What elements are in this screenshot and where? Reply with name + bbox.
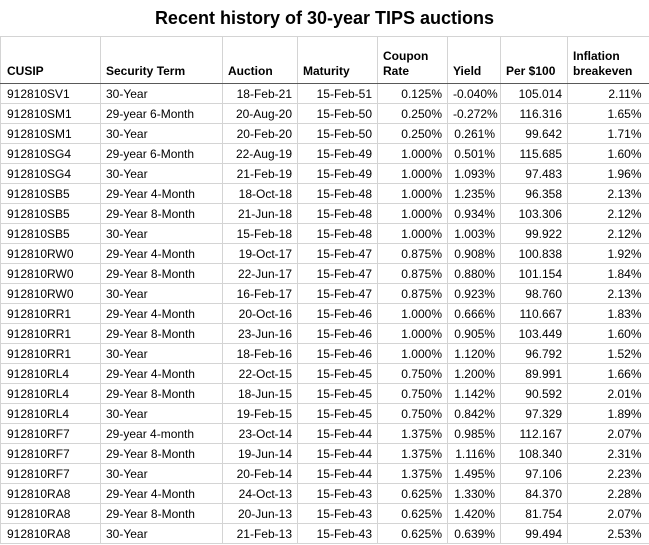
cell-auction: 21-Feb-19 (223, 164, 298, 184)
cell-auction: 20-Jun-13 (223, 504, 298, 524)
cell-maturity: 15-Feb-45 (298, 404, 378, 424)
cell-inflation-breakeven: 2.11% (568, 84, 649, 104)
cell-security-term: 29-Year 4-Month (101, 484, 223, 504)
cell-per-100: 110.667 (501, 304, 568, 324)
cell-yield: 0.880% (448, 264, 501, 284)
cell-inflation-breakeven: 2.28% (568, 484, 649, 504)
cell-security-term: 29-year 4-month (101, 424, 223, 444)
cell-yield: 0.639% (448, 524, 501, 544)
cell-security-term: 30-Year (101, 464, 223, 484)
column-header-cusip: CUSIP (1, 37, 101, 84)
cell-security-term: 29-Year 8-Month (101, 384, 223, 404)
cell-maturity: 15-Feb-46 (298, 304, 378, 324)
cell-security-term: 29-Year 4-Month (101, 364, 223, 384)
cell-inflation-breakeven: 2.13% (568, 184, 649, 204)
cell-auction: 20-Feb-20 (223, 124, 298, 144)
table-row (1, 204, 649, 224)
cell-maturity: 15-Feb-45 (298, 384, 378, 404)
cell-yield: 1.330% (448, 484, 501, 504)
cell-maturity: 15-Feb-48 (298, 184, 378, 204)
cell-auction: 21-Feb-13 (223, 524, 298, 544)
cell-cusip: 912810SG4 (1, 164, 101, 184)
cell-yield: 1.235% (448, 184, 501, 204)
cell-yield: 0.908% (448, 244, 501, 264)
column-header-auction: Auction (223, 37, 298, 84)
cell-per-100: 90.592 (501, 384, 568, 404)
cell-coupon-rate: 0.625% (378, 524, 448, 544)
cell-maturity: 15-Feb-46 (298, 324, 378, 344)
cell-yield: 0.905% (448, 324, 501, 344)
cell-inflation-breakeven: 1.66% (568, 364, 649, 384)
cell-coupon-rate: 0.750% (378, 364, 448, 384)
cell-security-term: 30-Year (101, 164, 223, 184)
table-row (1, 364, 649, 384)
cell-cusip: 912810RW0 (1, 284, 101, 304)
cell-inflation-breakeven: 1.83% (568, 304, 649, 324)
cell-yield: 1.200% (448, 364, 501, 384)
cell-cusip: 912810SV1 (1, 84, 101, 104)
cell-coupon-rate: 0.250% (378, 124, 448, 144)
table-row (1, 84, 649, 104)
cell-security-term: 29-Year 4-Month (101, 184, 223, 204)
cell-cusip: 912810RW0 (1, 244, 101, 264)
cell-cusip: 912810RL4 (1, 364, 101, 384)
cell-inflation-breakeven: 1.60% (568, 324, 649, 344)
cell-auction: 19-Oct-17 (223, 244, 298, 264)
cell-per-100: 103.449 (501, 324, 568, 344)
cell-auction: 22-Jun-17 (223, 264, 298, 284)
cell-auction: 18-Oct-18 (223, 184, 298, 204)
table-row (1, 324, 649, 344)
cell-cusip: 912810RF7 (1, 464, 101, 484)
tips-auctions-table (0, 36, 649, 544)
cell-cusip: 912810RF7 (1, 424, 101, 444)
cell-auction: 23-Oct-14 (223, 424, 298, 444)
cell-coupon-rate: 1.375% (378, 444, 448, 464)
cell-coupon-rate: 1.000% (378, 324, 448, 344)
cell-cusip: 912810RR1 (1, 344, 101, 364)
cell-yield: -0.272% (448, 104, 501, 124)
column-header-maturity: Maturity (298, 37, 378, 84)
cell-yield: 1.142% (448, 384, 501, 404)
table-row (1, 164, 649, 184)
table-row (1, 124, 649, 144)
cell-per-100: 97.483 (501, 164, 568, 184)
cell-maturity: 15-Feb-46 (298, 344, 378, 364)
cell-auction: 22-Oct-15 (223, 364, 298, 384)
cell-inflation-breakeven: 1.52% (568, 344, 649, 364)
cell-auction: 24-Oct-13 (223, 484, 298, 504)
cell-cusip: 912810RR1 (1, 324, 101, 344)
cell-security-term: 29-Year 8-Month (101, 264, 223, 284)
column-header-security-term: Security Term (101, 37, 223, 84)
cell-inflation-breakeven: 2.12% (568, 224, 649, 244)
cell-maturity: 15-Feb-45 (298, 364, 378, 384)
cell-security-term: 29-year 6-Month (101, 104, 223, 124)
table-row (1, 524, 649, 544)
cell-coupon-rate: 0.750% (378, 404, 448, 424)
cell-cusip: 912810RF7 (1, 444, 101, 464)
cell-yield: 0.501% (448, 144, 501, 164)
table-row (1, 384, 649, 404)
cell-per-100: 89.991 (501, 364, 568, 384)
cell-coupon-rate: 0.250% (378, 104, 448, 124)
cell-coupon-rate: 1.000% (378, 344, 448, 364)
cell-security-term: 30-Year (101, 124, 223, 144)
cell-auction: 20-Oct-16 (223, 304, 298, 324)
cell-security-term: 30-Year (101, 84, 223, 104)
cell-coupon-rate: 1.375% (378, 464, 448, 484)
cell-security-term: 29-Year 4-Month (101, 304, 223, 324)
cell-yield: 0.985% (448, 424, 501, 444)
page-title: Recent history of 30-year TIPS auctions (154, 7, 495, 28)
cell-per-100: 103.306 (501, 204, 568, 224)
cell-yield: 1.093% (448, 164, 501, 184)
cell-yield: 0.842% (448, 404, 501, 424)
cell-inflation-breakeven: 2.23% (568, 464, 649, 484)
cell-cusip: 912810RA8 (1, 524, 101, 544)
table-row (1, 304, 649, 324)
cell-auction: 19-Feb-15 (223, 404, 298, 424)
cell-per-100: 101.154 (501, 264, 568, 284)
cell-auction: 18-Jun-15 (223, 384, 298, 404)
cell-inflation-breakeven: 1.60% (568, 144, 649, 164)
cell-cusip: 912810RL4 (1, 404, 101, 424)
cell-security-term: 29-Year 8-Month (101, 444, 223, 464)
cell-inflation-breakeven: 1.96% (568, 164, 649, 184)
cell-yield: 0.261% (448, 124, 501, 144)
cell-coupon-rate: 1.000% (378, 184, 448, 204)
cell-security-term: 30-Year (101, 344, 223, 364)
table-row (1, 464, 649, 484)
cell-yield: -0.040% (448, 84, 501, 104)
cell-inflation-breakeven: 1.92% (568, 244, 649, 264)
cell-coupon-rate: 0.875% (378, 264, 448, 284)
cell-per-100: 97.106 (501, 464, 568, 484)
cell-maturity: 15-Feb-44 (298, 464, 378, 484)
cell-cusip: 912810SB5 (1, 184, 101, 204)
cell-inflation-breakeven: 1.71% (568, 124, 649, 144)
cell-coupon-rate: 1.000% (378, 304, 448, 324)
cell-per-100: 105.014 (501, 84, 568, 104)
table-row (1, 184, 649, 204)
cell-coupon-rate: 1.000% (378, 204, 448, 224)
cell-per-100: 99.922 (501, 224, 568, 244)
cell-yield: 0.666% (448, 304, 501, 324)
table-row (1, 224, 649, 244)
cell-per-100: 100.838 (501, 244, 568, 264)
cell-maturity: 15-Feb-44 (298, 424, 378, 444)
cell-per-100: 97.329 (501, 404, 568, 424)
cell-coupon-rate: 1.000% (378, 164, 448, 184)
table-row (1, 144, 649, 164)
cell-coupon-rate: 0.625% (378, 504, 448, 524)
cell-inflation-breakeven: 1.89% (568, 404, 649, 424)
cell-inflation-breakeven: 2.07% (568, 504, 649, 524)
cell-per-100: 108.340 (501, 444, 568, 464)
cell-per-100: 84.370 (501, 484, 568, 504)
cell-coupon-rate: 0.125% (378, 84, 448, 104)
cell-auction: 16-Feb-17 (223, 284, 298, 304)
table-row (1, 264, 649, 284)
cell-maturity: 15-Feb-49 (298, 144, 378, 164)
table-row (1, 344, 649, 364)
table-row (1, 404, 649, 424)
cell-per-100: 98.760 (501, 284, 568, 304)
cell-security-term: 30-Year (101, 524, 223, 544)
cell-maturity: 15-Feb-48 (298, 224, 378, 244)
cell-coupon-rate: 0.875% (378, 244, 448, 264)
table-row (1, 444, 649, 464)
cell-maturity: 15-Feb-50 (298, 124, 378, 144)
cell-auction: 18-Feb-16 (223, 344, 298, 364)
cell-inflation-breakeven: 2.07% (568, 424, 649, 444)
cell-security-term: 29-Year 8-Month (101, 204, 223, 224)
table-row (1, 424, 649, 444)
cell-coupon-rate: 0.875% (378, 284, 448, 304)
cell-auction: 15-Feb-18 (223, 224, 298, 244)
cell-yield: 1.120% (448, 344, 501, 364)
cell-per-100: 99.642 (501, 124, 568, 144)
cell-maturity: 15-Feb-51 (298, 84, 378, 104)
cell-inflation-breakeven: 2.12% (568, 204, 649, 224)
cell-yield: 1.420% (448, 504, 501, 524)
cell-coupon-rate: 0.750% (378, 384, 448, 404)
cell-maturity: 15-Feb-43 (298, 484, 378, 504)
cell-yield: 0.934% (448, 204, 501, 224)
cell-cusip: 912810RA8 (1, 484, 101, 504)
cell-per-100: 99.494 (501, 524, 568, 544)
cell-inflation-breakeven: 2.31% (568, 444, 649, 464)
cell-security-term: 29-Year 8-Month (101, 504, 223, 524)
cell-cusip: 912810SB5 (1, 204, 101, 224)
cell-coupon-rate: 1.375% (378, 424, 448, 444)
cell-auction: 18-Feb-21 (223, 84, 298, 104)
cell-security-term: 30-Year (101, 404, 223, 424)
cell-inflation-breakeven: 2.13% (568, 284, 649, 304)
cell-yield: 1.116% (448, 444, 501, 464)
column-header-per-100: Per $100 (501, 37, 568, 84)
cell-coupon-rate: 1.000% (378, 224, 448, 244)
cell-maturity: 15-Feb-50 (298, 104, 378, 124)
cell-inflation-breakeven: 1.65% (568, 104, 649, 124)
cell-per-100: 96.792 (501, 344, 568, 364)
cell-cusip: 912810RL4 (1, 384, 101, 404)
cell-cusip: 912810SM1 (1, 104, 101, 124)
cell-yield: 1.003% (448, 224, 501, 244)
cell-cusip: 912810SB5 (1, 224, 101, 244)
cell-security-term: 29-Year 4-Month (101, 244, 223, 264)
cell-maturity: 15-Feb-43 (298, 504, 378, 524)
cell-cusip: 912810RR1 (1, 304, 101, 324)
table-row (1, 504, 649, 524)
cell-per-100: 115.685 (501, 144, 568, 164)
table-row (1, 484, 649, 504)
cell-maturity: 15-Feb-47 (298, 284, 378, 304)
table-row (1, 284, 649, 304)
cell-cusip: 912810SG4 (1, 144, 101, 164)
cell-security-term: 30-Year (101, 224, 223, 244)
table-row (1, 104, 649, 124)
cell-auction: 22-Aug-19 (223, 144, 298, 164)
cell-security-term: 29-Year 8-Month (101, 324, 223, 344)
cell-per-100: 96.358 (501, 184, 568, 204)
cell-inflation-breakeven: 2.01% (568, 384, 649, 404)
cell-cusip: 912810RW0 (1, 264, 101, 284)
table-header-row (1, 37, 649, 84)
cell-maturity: 15-Feb-44 (298, 444, 378, 464)
cell-maturity: 15-Feb-47 (298, 244, 378, 264)
cell-security-term: 30-Year (101, 284, 223, 304)
cell-coupon-rate: 1.000% (378, 144, 448, 164)
table-row (1, 244, 649, 264)
cell-maturity: 15-Feb-48 (298, 204, 378, 224)
column-header-inflation-breakeven: Inflation breakeven (568, 37, 649, 84)
cell-inflation-breakeven: 2.53% (568, 524, 649, 544)
cell-auction: 23-Jun-16 (223, 324, 298, 344)
cell-maturity: 15-Feb-43 (298, 524, 378, 544)
cell-auction: 21-Jun-18 (223, 204, 298, 224)
column-header-coupon-rate: Coupon Rate (378, 37, 448, 84)
cell-maturity: 15-Feb-47 (298, 264, 378, 284)
cell-yield: 0.923% (448, 284, 501, 304)
cell-per-100: 112.167 (501, 424, 568, 444)
cell-security-term: 29-year 6-Month (101, 144, 223, 164)
cell-per-100: 81.754 (501, 504, 568, 524)
cell-cusip: 912810RA8 (1, 504, 101, 524)
cell-auction: 20-Feb-14 (223, 464, 298, 484)
cell-cusip: 912810SM1 (1, 124, 101, 144)
column-header-yield: Yield (448, 37, 501, 84)
cell-inflation-breakeven: 1.84% (568, 264, 649, 284)
cell-per-100: 116.316 (501, 104, 568, 124)
cell-coupon-rate: 0.625% (378, 484, 448, 504)
cell-auction: 20-Aug-20 (223, 104, 298, 124)
cell-yield: 1.495% (448, 464, 501, 484)
cell-maturity: 15-Feb-49 (298, 164, 378, 184)
cell-auction: 19-Jun-14 (223, 444, 298, 464)
